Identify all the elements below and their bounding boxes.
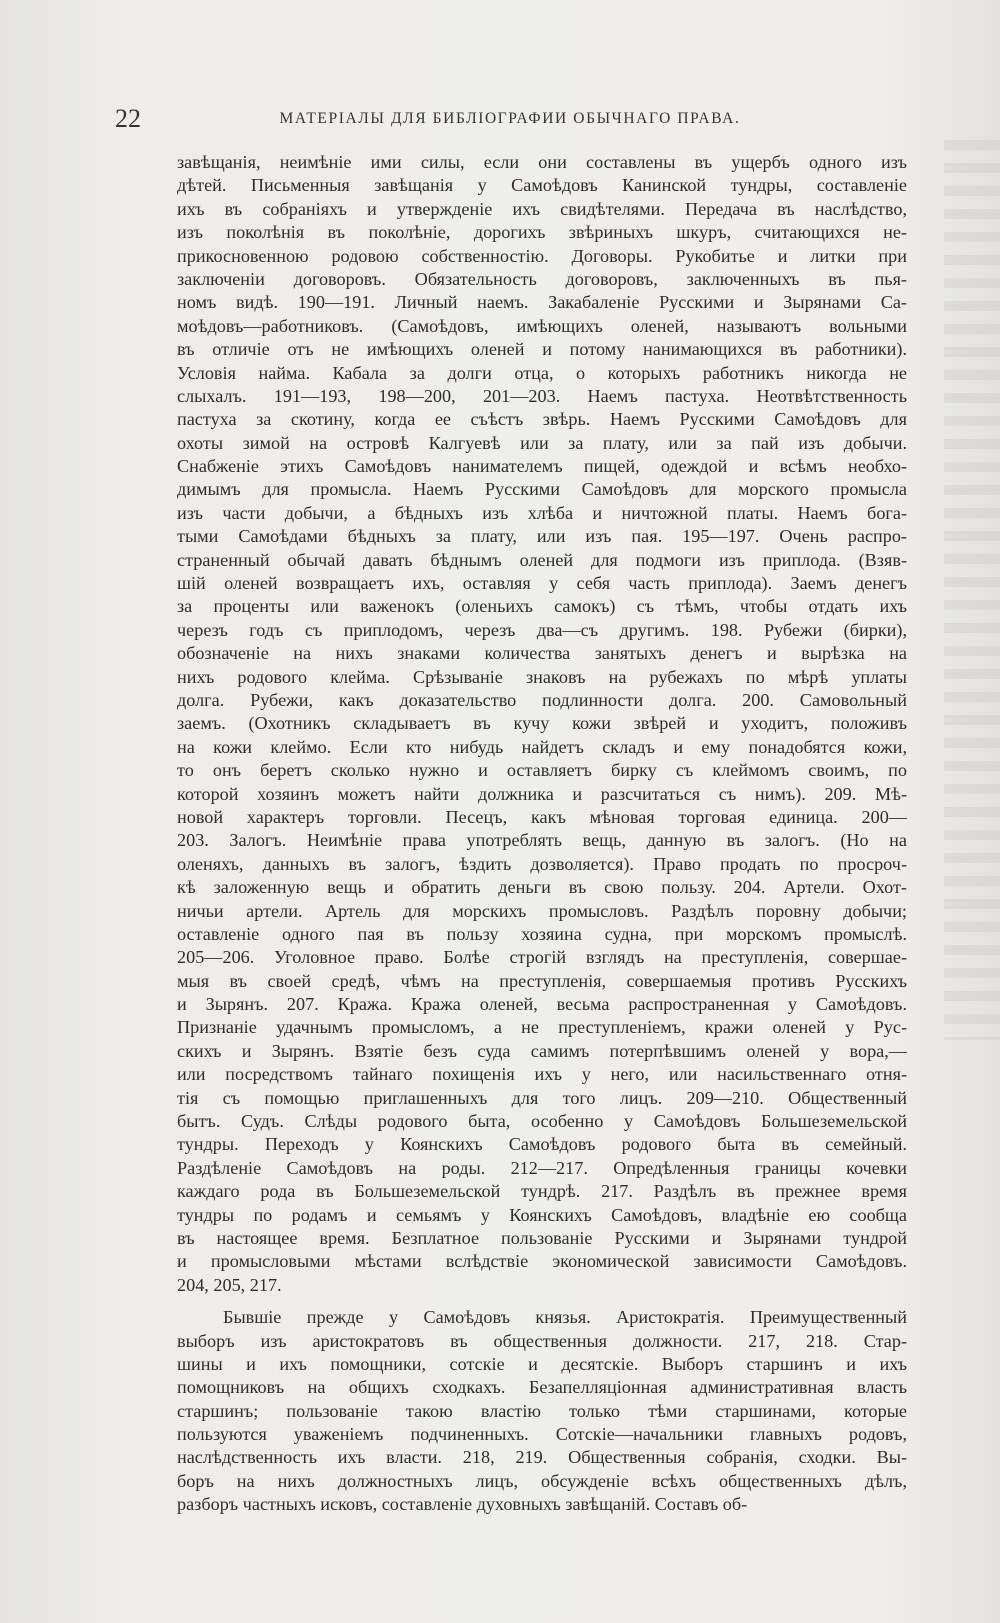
text-line: шій оленей возвращаетъ ихъ, оставляя у себя часть приплода). Заемъ денегъ (177, 573, 907, 594)
text-line: Бывшіе прежде у Самоѣдовъ князья. Аристократія. Преимущественный (223, 1307, 907, 1328)
text-line: прикосновенною родовою собственностію. Договоры. Рукобитье и литки при (177, 245, 907, 266)
text-line: тія съ помощью приглашенныхъ для того лицъ. 209—210. Общественный (177, 1087, 907, 1108)
text-line: охоты зимой на островѣ Калгуевѣ или за плату, или за пай изъ добычи. (177, 432, 907, 453)
text-line: ничьи артели. Артель для морскихъ промысловъ. Раздѣлъ поровну добычи; (177, 900, 907, 921)
text-line: оленяхъ, данныхъ въ залогъ, ѣздить дозволяется). Право продать по просроч- (177, 853, 907, 874)
text-line: пользуются уваженіемъ подчиненныхъ. Сотскіе—начальники главныхъ родовъ, (177, 1424, 907, 1445)
text-line: въ настоящее время. Безплатное пользованіе Русскими и Зырянами тундрой (177, 1227, 907, 1248)
body-text (177, 151, 907, 1517)
text-line: или посредствомъ тайнаго похищенія ихъ у него, или насильственнаго отня- (177, 1064, 907, 1085)
text-line: заемъ. (Охотникъ складываетъ въ кучу кожи звѣрей и уходитъ, положивъ (177, 713, 907, 734)
text-line: нихъ родового клейма. Срѣзываніе знаковъ на рубежахъ по мѣрѣ уплаты (177, 666, 907, 687)
text-line: страненный обычай давать бѣднымъ оленей для подмоги изъ приплода. (Взяв- (177, 549, 907, 570)
text-line: 205—206. Уголовное право. Болѣе строгій взглядъ на преступленія, совершае- (177, 947, 907, 968)
text-line: помощниковъ на общихъ сходкахъ. Безапелляціонная административная власть (177, 1377, 907, 1398)
bleed-through-text (944, 140, 1000, 1040)
text-line: боръ на нихъ должностныхъ лицъ, обсужденіе всѣхъ общественныхъ дѣлъ, (177, 1470, 907, 1491)
text-line: 203. Залогъ. Неимѣніе права употреблять вещь, данную въ залогъ. (Но на (177, 830, 907, 851)
text-line: за проценты или важенокъ (оленьихъ самокъ) съ тѣмъ, чтобы отдать ихъ (177, 596, 907, 617)
text-line: которой хозяинъ можетъ найти должника и разсчитаться съ нимъ). 209. Мѣ- (177, 783, 907, 804)
text-line: заключеніи договоровъ. Обязательность договоровъ, заключенныхъ въ пья- (177, 268, 907, 289)
text-line: наслѣдственность ихъ власти. 218, 219. Общественныя собранія, сходки. Вы- (177, 1447, 907, 1468)
running-title: МАТЕРІАЛЫ ДЛЯ БИБЛІОГРАФИИ ОБЫЧНАГО ПРАВА. (279, 110, 741, 127)
text-line: разборъ частныхъ исковъ, составленіе духовныхъ завѣщаній. Составъ об- (177, 1494, 748, 1515)
page-header (115, 104, 905, 134)
text-line: то онъ беретъ сколько нужно и оставляетъ бирку съ клеймомъ своимъ, по (177, 760, 907, 781)
text-line: новой характеръ торговли. Песецъ, какъ мѣновая торговая единица. 200— (177, 806, 907, 827)
text-line: дѣтей. Письменныя завѣщанія у Самоѣдовъ Канинской тундры, составленіе (177, 175, 907, 196)
text-line: Раздѣленіе Самоѣдовъ на роды. 212—217. Опредѣленныя границы кочевки (177, 1157, 907, 1178)
text-line: димымъ для промысла. Наемъ Русскими Самоѣдовъ для морского промысла (177, 479, 907, 500)
text-line: оставленіе одного пая въ пользу хозяина судна, при морскомъ промыслѣ. (177, 923, 907, 944)
text-line: номъ видѣ. 190—191. Личный наемъ. Закабаленіе Русскими и Зырянами Са- (177, 292, 907, 313)
text-line: Условія найма. Кабала за долги отца, о которыхъ работникъ никогда не (177, 362, 907, 383)
text-line: выборъ изъ аристократовъ въ общественныя должности. 217, 218. Стар- (177, 1330, 907, 1351)
text-line: Признаніе удачнымъ промысломъ, а не преступленіемъ, кражи оленей у Рус- (177, 1017, 907, 1038)
text-line: изъ поколѣнія въ поколѣніе, дорогихъ звѣриныхъ шкуръ, считающихся не- (177, 222, 907, 243)
text-line: Снабженіе этихъ Самоѣдовъ нанимателемъ пищей, одеждой и всѣмъ необхо- (177, 456, 907, 477)
text-line: пастуха за скотину, когда ее съѣстъ звѣрь. Наемъ Русскими Самоѣдовъ для (177, 409, 907, 430)
text-line: кѣ заложенную вещь и обратить деньги въ свою пользу. 204. Артели. Охот- (177, 877, 907, 898)
text-line: моѣдовъ—работниковъ. (Самоѣдовъ, имѣющихъ оленей, называютъ вольными (177, 315, 907, 336)
text-line: скихъ и Зырянъ. Взятіе безъ суда самимъ потерпѣвшимъ оленей у вора,— (177, 1040, 907, 1061)
text-line: черезъ годъ съ приплодомъ, черезъ два—съ другимъ. 198. Рубежи (бирки), (177, 619, 907, 640)
text-line: и промысловыми мѣстами вслѣдствіе экономической зависимости Самоѣдовъ. (177, 1251, 907, 1272)
text-line: и Зырянъ. 207. Кража. Кража оленей, весьма распространенная у Самоѣдовъ. (177, 994, 907, 1015)
text-line: на кожи клеймо. Если кто нибудь найдетъ складъ и ему понадобятся кожи, (177, 736, 907, 757)
text-line: бытъ. Судъ. Слѣды родового быта, особенно у Самоѣдовъ Большеземельской (177, 1111, 907, 1132)
paragraph-gap (177, 1297, 907, 1306)
text-line: обозначеніе на нихъ знаками количества занятыхъ денегъ и вырѣзка на (177, 643, 907, 664)
text-line: мыя въ своей средѣ, чѣмъ на преступленія, совершаемыя противъ Русскихъ (177, 970, 907, 991)
text-line: шины и ихъ помощники, сотскіе и десятскіе. Выборъ старшинъ и ихъ (177, 1353, 907, 1374)
text-line: завѣщанія, неимѣніе ими силы, если они составлены въ ущербъ одного изъ (177, 152, 907, 172)
text-line: долга. Рубежи, какъ доказательство подлинности долга. 200. Самовольный (177, 689, 907, 710)
text-line: въ отличіе отъ не имѣющихъ оленей и потому нанимающихся въ работники). (177, 339, 907, 360)
text-line: изъ части добычи, а бѣдныхъ изъ хлѣба и ничтожной платы. Наемъ бога- (177, 502, 907, 523)
text-line: тундры по родамъ и семьямъ у Коянскихъ Самоѣдовъ, владѣніе ею сообща (177, 1204, 907, 1225)
page-number: 22 (115, 104, 141, 133)
text-line: тундры. Переходъ у Коянскихъ Самоѣдовъ родового быта въ семейный. (177, 1134, 907, 1155)
text-line: каждаго рода въ Большеземельской тундрѣ. 217. Раздѣлъ въ прежнее время (177, 1181, 907, 1202)
text-line: старшинъ; пользованіе такою властію только тѣми старшинами, которые (177, 1400, 907, 1421)
text-line: ихъ въ собраніяхъ и утвержденіе ихъ свидѣтелями. Передача въ наслѣдство, (177, 198, 907, 219)
text-line: 204, 205, 217. (177, 1274, 282, 1295)
text-line: тыми Самоѣдами бѣдныхъ за плату, или изъ пая. 195—197. Очень распро- (177, 526, 907, 547)
text-line: слыхалъ. 191—193, 198—200, 201—203. Наемъ пастуха. Неотвѣтственность (177, 385, 907, 406)
